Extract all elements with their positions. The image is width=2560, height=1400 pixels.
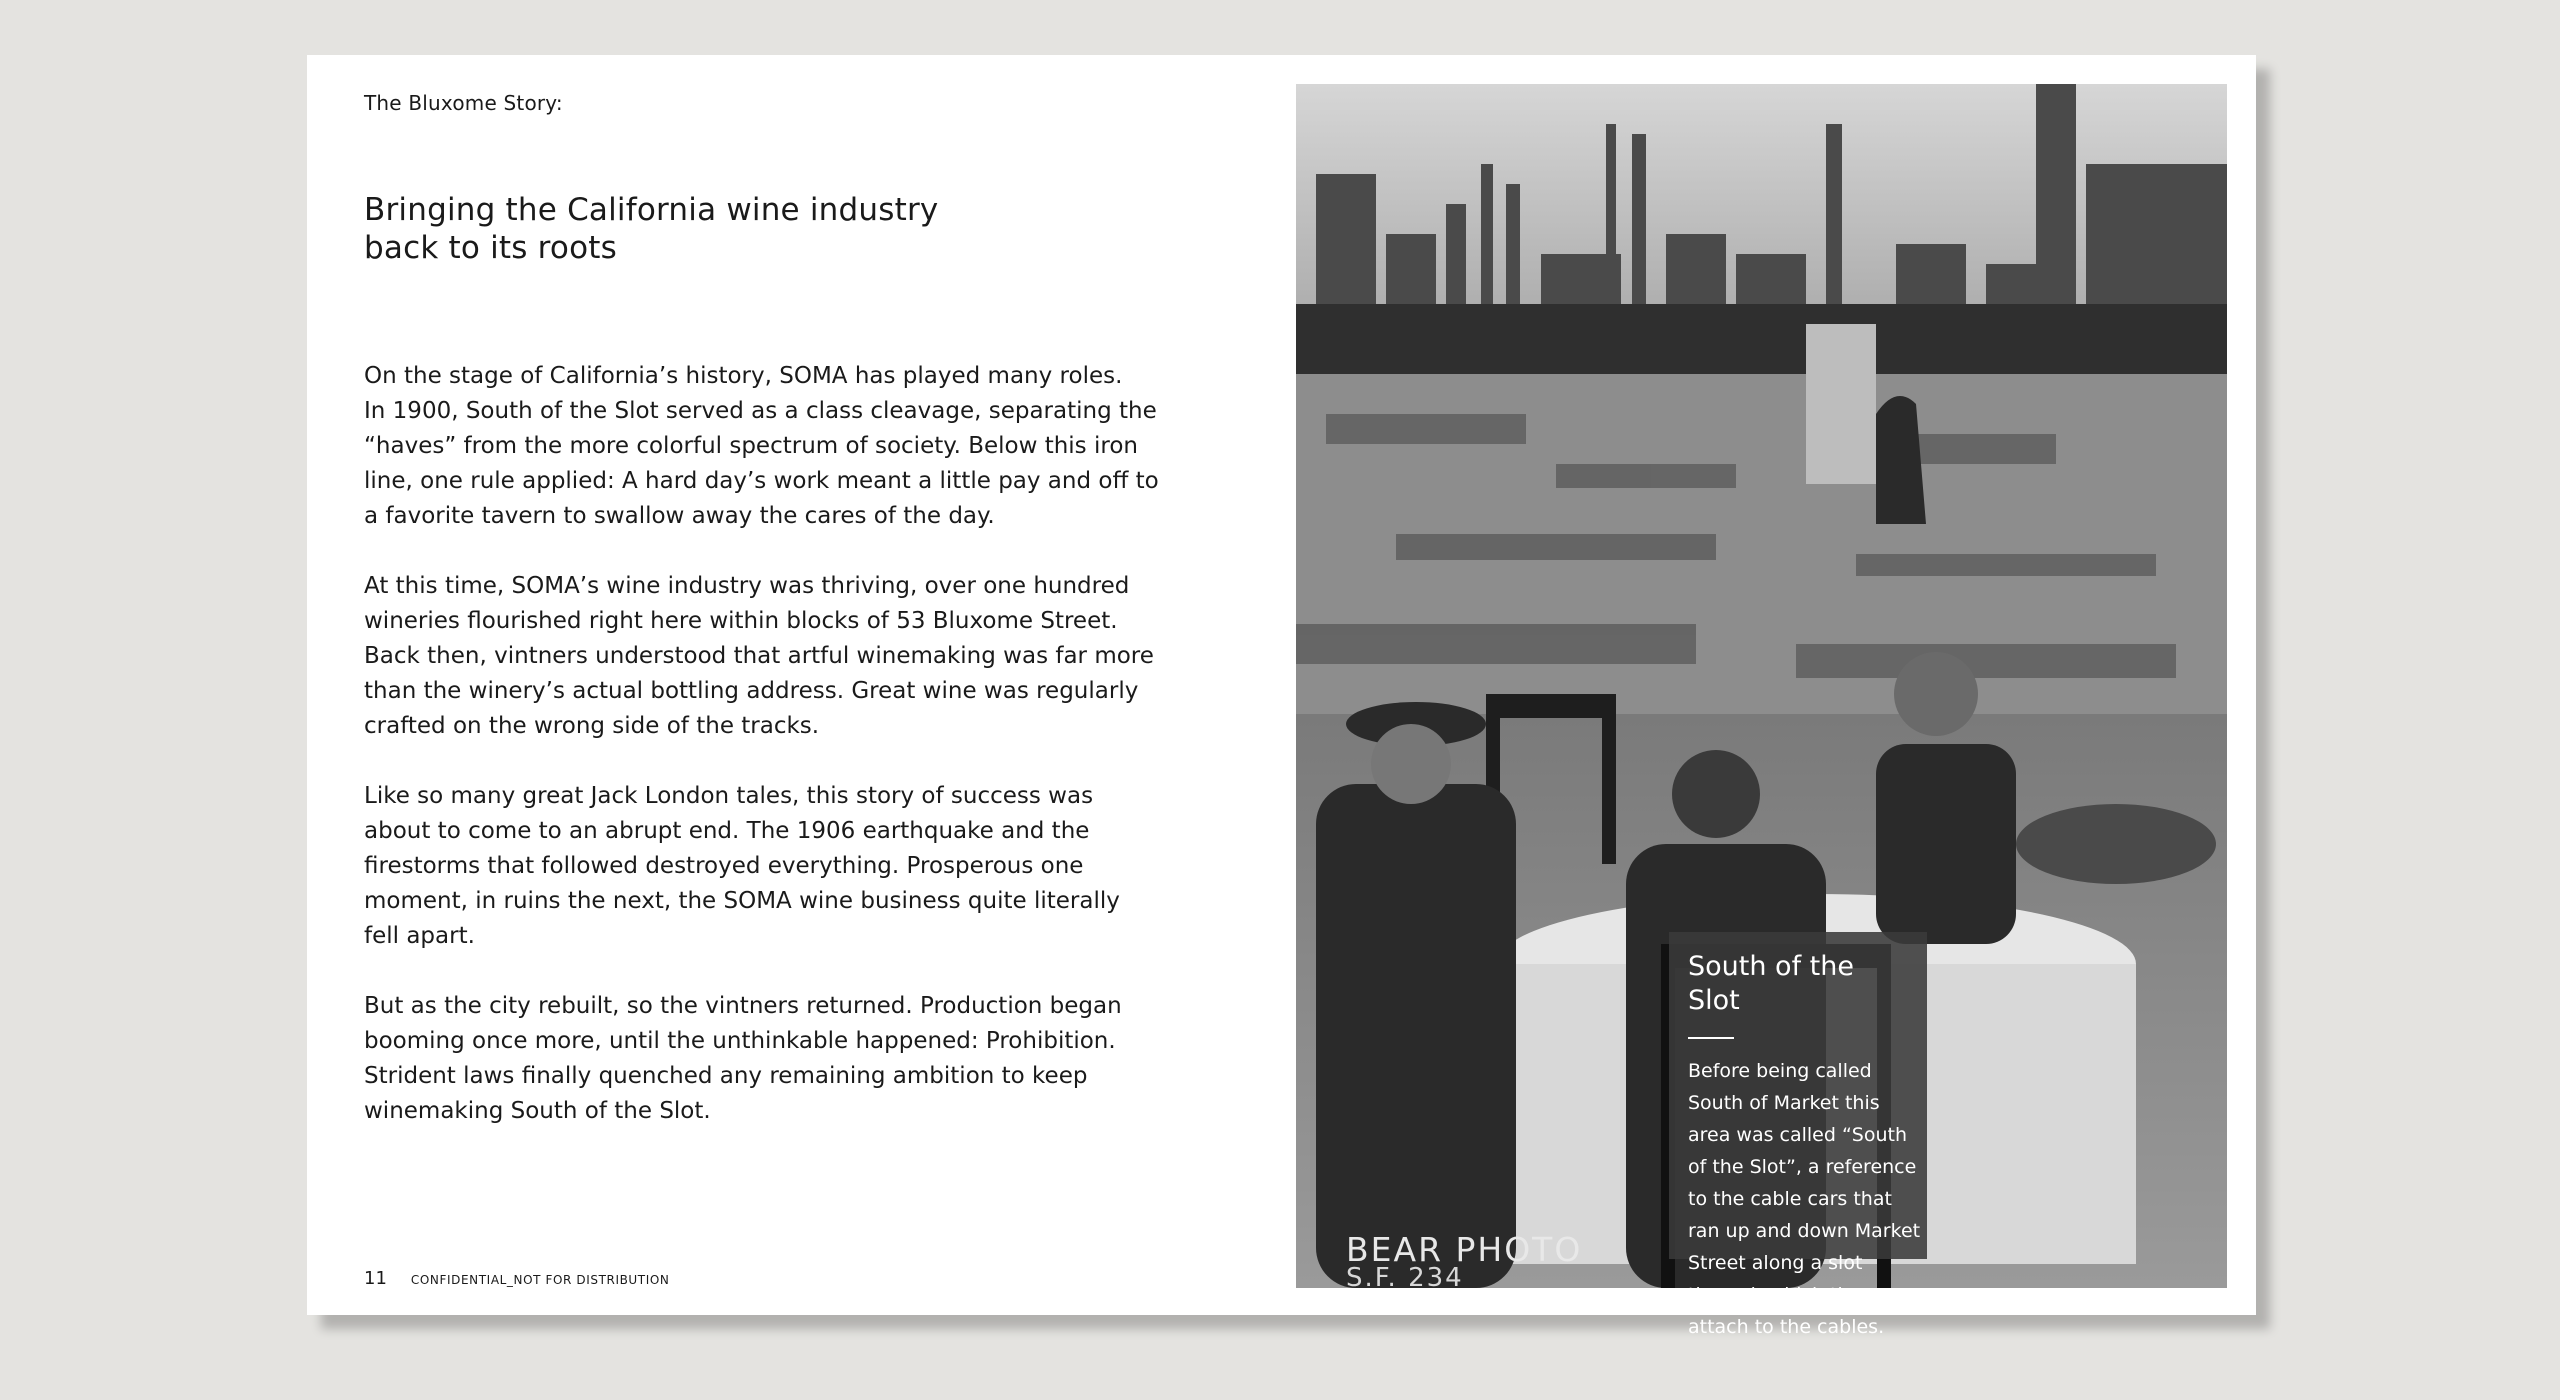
caption-text xyxy=(1688,1055,1921,1343)
body-paragraph xyxy=(364,359,1164,534)
paragraph-line: moment, in ruins the next, the SOMA wine business quite literally xyxy=(364,888,1120,914)
caption-line: ran up and down Market xyxy=(1688,1220,1921,1242)
caption-line: attach to the cables. xyxy=(1688,1316,1885,1338)
caption-divider xyxy=(1688,1037,1734,1039)
section-label: The Bluxome Story: xyxy=(364,91,563,115)
paragraph-line: wineries flourished right here within blocks of 53 Bluxome Street. xyxy=(364,608,1118,634)
text-column xyxy=(307,55,1267,1315)
caption-line: to the cable cars that xyxy=(1688,1188,1892,1210)
paragraph-line: Back then, vintners understood that artful winemaking was far more xyxy=(364,643,1154,669)
paragraph-line: “haves” from the more colorful spectrum of society. Below this iron xyxy=(364,433,1138,459)
headline-line: Bringing the California wine industry xyxy=(364,192,939,228)
caption-box xyxy=(1669,932,1927,1338)
paragraph-line: At this time, SOMA’s wine industry was thriving, over one hundred xyxy=(364,573,1130,599)
paragraph-line: firestorms that followed destroyed everything. Prosperous one xyxy=(364,853,1084,879)
paragraph-line: a favorite tavern to swallow away the cares of the day. xyxy=(364,503,995,529)
paragraph-line: But as the city rebuilt, so the vintners returned. Production began xyxy=(364,993,1122,1019)
paragraph-line: On the stage of California’s history, SOMA has played many roles. xyxy=(364,363,1123,389)
headline xyxy=(364,191,938,267)
caption-line: area was called “South xyxy=(1688,1124,1908,1146)
confidential-notice: CONFIDENTIAL_NOT FOR DISTRIBUTION xyxy=(410,1273,670,1287)
paragraph-line: Strident laws finally quenched any remaining ambition to keep xyxy=(364,1063,1088,1089)
paragraph-line: In 1900, South of the Slot served as a class cleavage, separating the xyxy=(364,398,1157,424)
paragraph-line: Like so many great Jack London tales, this story of success was xyxy=(364,783,1094,809)
body-paragraph xyxy=(364,569,1164,744)
paragraph-line: about to come to an abrupt end. The 1906 earthquake and the xyxy=(364,818,1090,844)
page-footer xyxy=(364,1268,670,1289)
photo-stamp: BEAR PHOTO xyxy=(1346,1230,1583,1269)
page-number: 11 xyxy=(364,1268,387,1289)
headline-line: back to its roots xyxy=(364,230,617,266)
paragraph-line: crafted on the wrong side of the tracks. xyxy=(364,713,820,739)
photo-stamp-number: S.F. 234 xyxy=(1346,1263,1464,1293)
caption-line: Street along a slot xyxy=(1688,1252,1863,1274)
body-text xyxy=(364,359,1164,1164)
body-paragraph xyxy=(364,989,1164,1129)
caption-line: South of Market this xyxy=(1688,1092,1880,1114)
paragraph-line: winemaking South of the Slot. xyxy=(364,1098,711,1124)
paragraph-line: line, one rule applied: A hard day’s work meant a little pay and off to xyxy=(364,468,1159,494)
brochure-spread xyxy=(307,55,2256,1338)
caption-line: through which they xyxy=(1688,1284,1873,1306)
paragraph-line: fell apart. xyxy=(364,923,475,949)
caption-title: South of the Slot xyxy=(1688,951,1854,1016)
paragraph-line: than the winery’s actual bottling address. Great wine was regularly xyxy=(364,678,1139,704)
caption-line: of the Slot”, a reference xyxy=(1688,1156,1917,1178)
body-paragraph xyxy=(364,779,1164,954)
caption-line: Before being called xyxy=(1688,1060,1872,1082)
paragraph-line: booming once more, until the unthinkable happened: Prohibition. xyxy=(364,1028,1116,1054)
